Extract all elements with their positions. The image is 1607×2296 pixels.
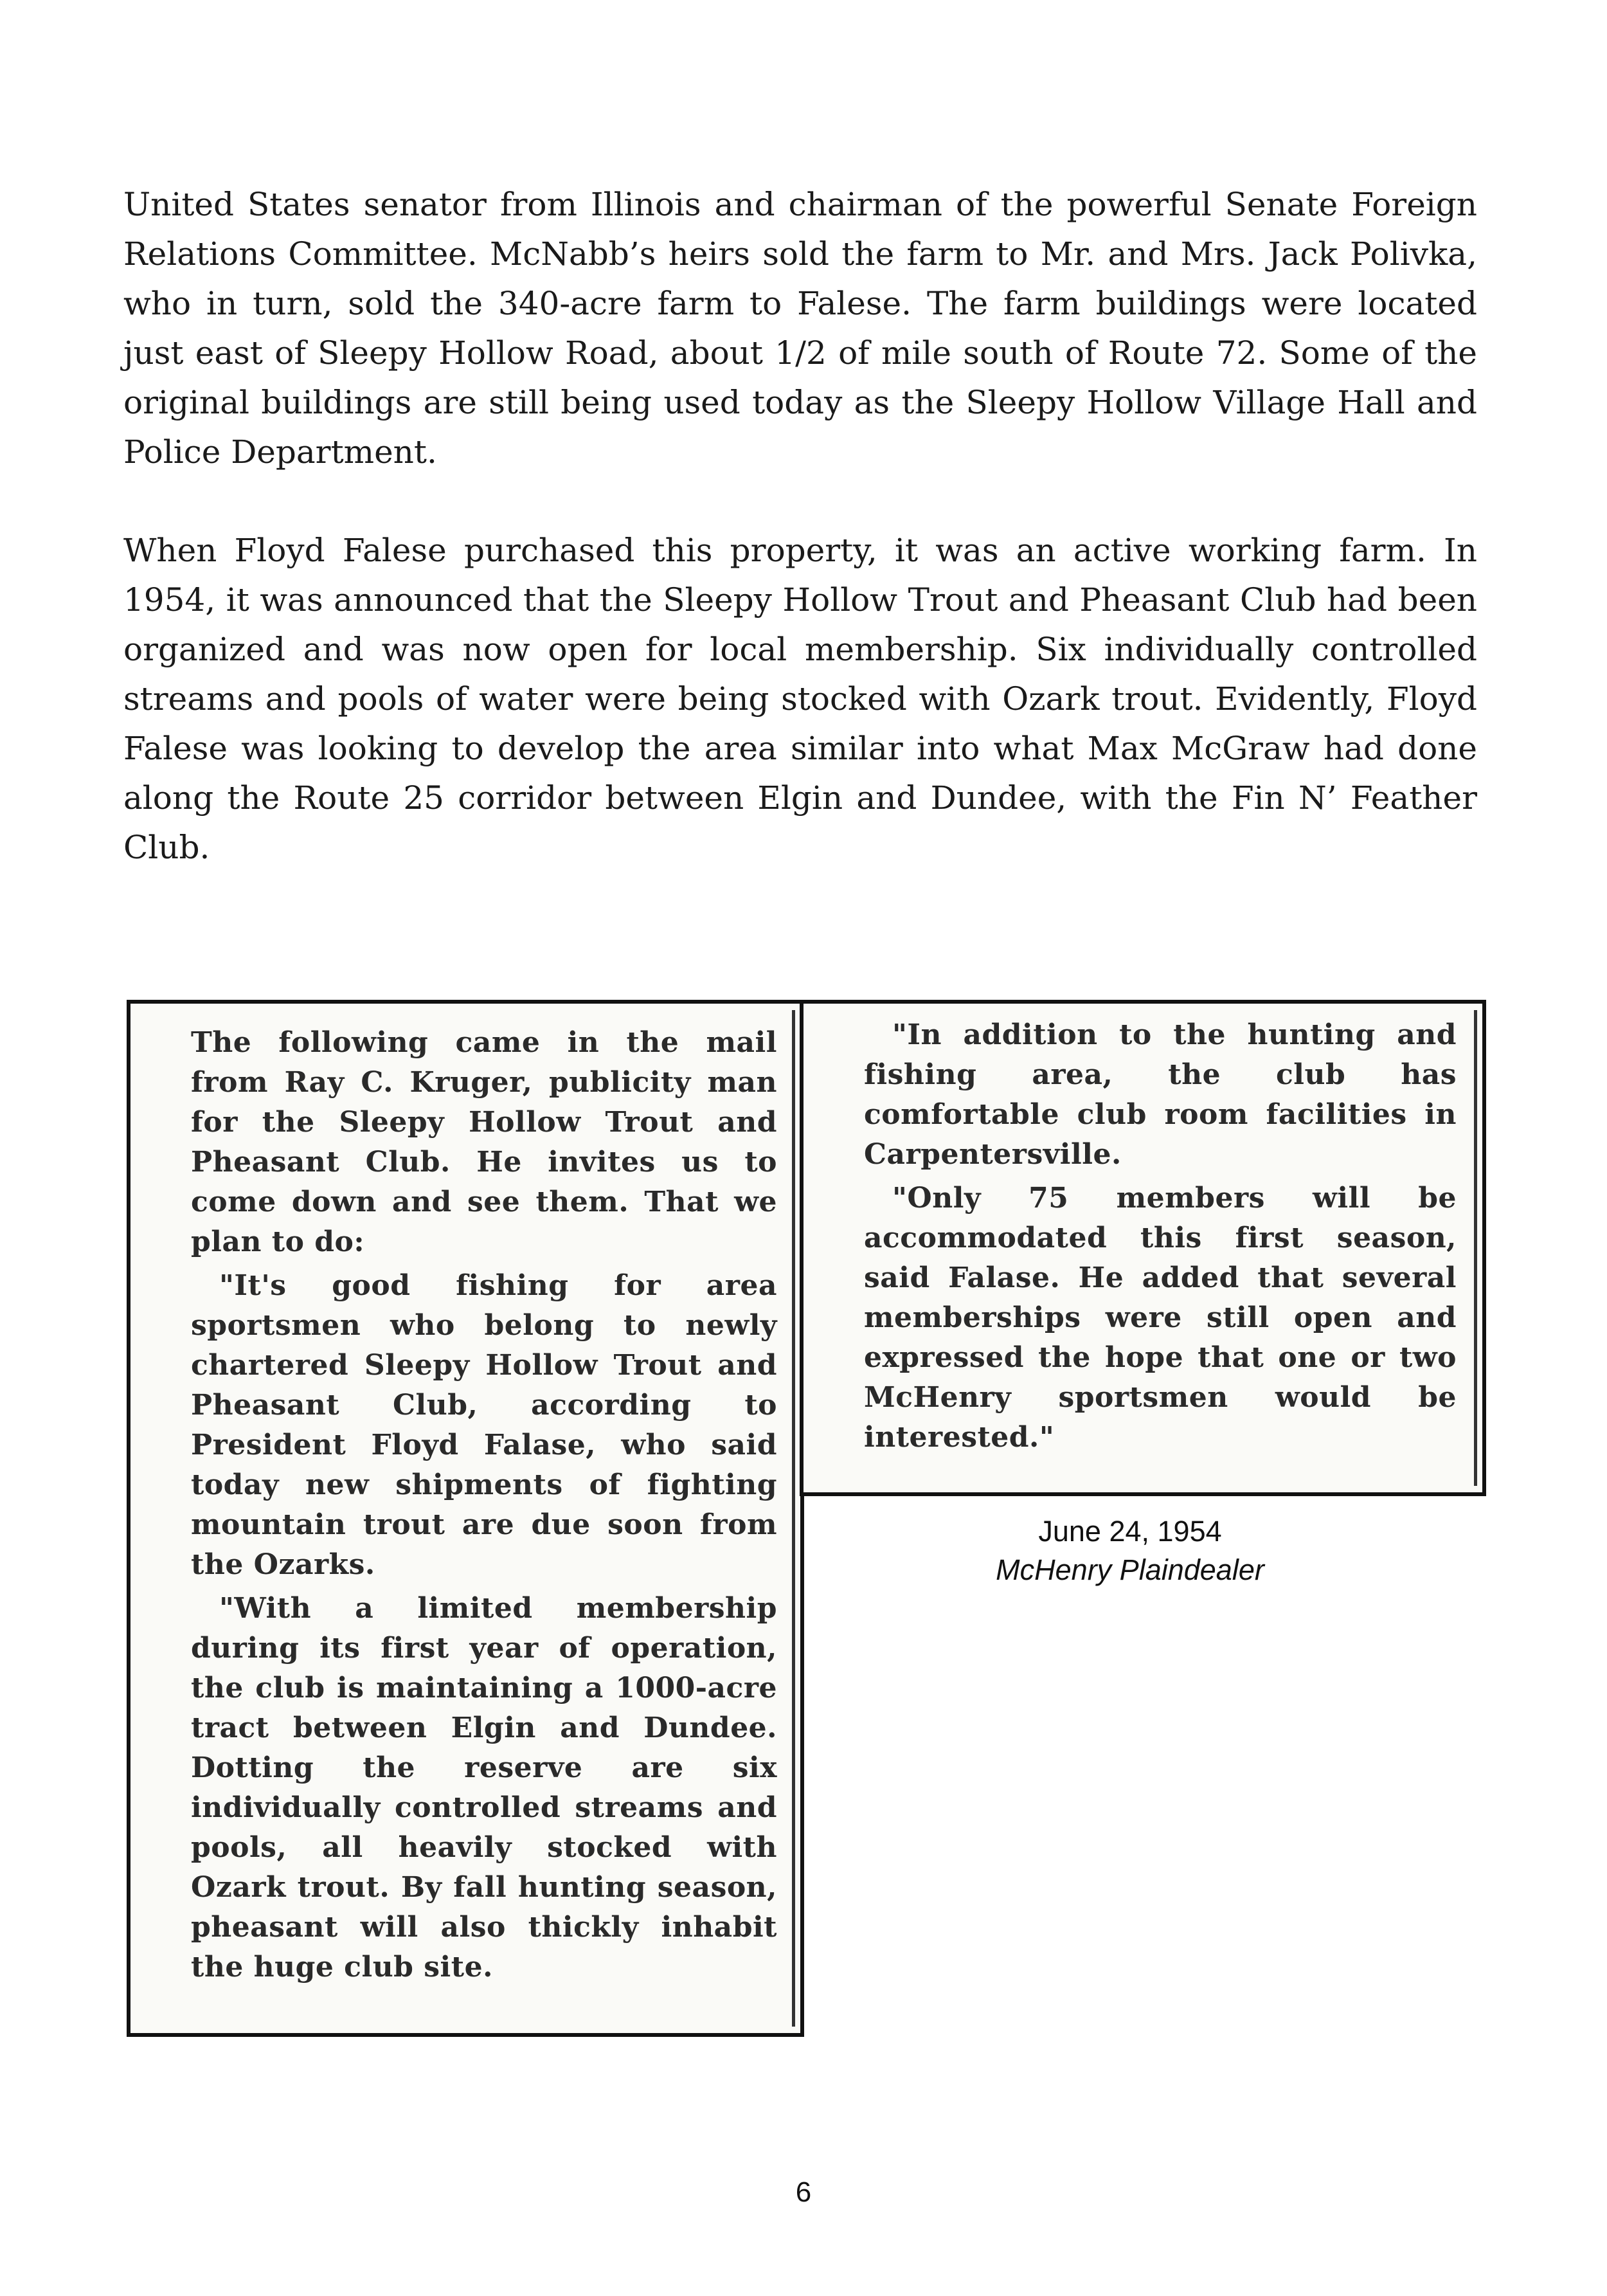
clipping-paragraph: "It's good fishing for area sportsmen who belong to newly chartered Sleepy Hollow Trout and Pheasant Club, according to President Floyd Falase, who said today new shipments of fighting mountain trout are due soon from the Ozarks.: [191, 1269, 777, 1581]
body-paragraph: United States senator from Illinois and chairman of the powerful Senate Foreign Relations Committee. McNabb’s heirs sold the farm to Mr. and Mrs. Jack Polivka, who in turn, sold the 340-acre farm to Falese. The farm buildings were located just east of Sleepy Hollow Road, about 1/2 of mile south of Route 72. Some of the original buildings are still being used today as the Sleepy Hollow Village Hall and Police Department.: [123, 186, 1477, 471]
newspaper-clipping-left: [127, 1000, 804, 2037]
caption-date: June 24, 1954: [1038, 1515, 1222, 1548]
clipping-paragraph: "In addition to the hunting and fishing area, the club has comfortable club room facilities in Carpentersville.: [864, 1018, 1457, 1171]
page-number: 6: [795, 2176, 812, 2208]
body-paragraph: When Floyd Falese purchased this property, it was an active working farm. In 1954, it was announced that the Sleepy Hollow Trout and Pheasant Club had been organized and was now open for local membership. Six individually controlled streams and pools of water were being stocked with Ozark trout. Evidently, Floyd Falese was looking to develop the area similar into what Max McGraw had done along the Route 25 corridor between Elgin and Dundee, with the Fin N’ Feather Club.: [123, 532, 1477, 866]
clipping-column-rule: [792, 1010, 795, 2027]
caption-source: McHenry Plaindealer: [996, 1553, 1264, 1586]
clipping-column-rule: [1474, 1010, 1477, 1486]
newspaper-clipping-right: [800, 1000, 1486, 1496]
clipping-paragraph: "Only 75 members will be accommodated this first season, said Falase. He added that several memberships were still open and expressed the hope that one or two McHenry sportsmen would be interested.": [864, 1182, 1457, 1454]
clipping-paragraph: The following came in the mail from Ray C. Kruger, publicity man for the Sleepy Hollow Trout and Pheasant Club. He invites us to come down and see them. That we plan to do:: [191, 1026, 777, 1258]
clipping-paragraph: "With a limited membership during its first year of operation, the club is maintaining a 1000-acre tract between Elgin and Dundee. Dotting the reserve are six individually controlled streams and pools, all heavily stocked with Ozark trout. By fall hunting season, pheasant will also thickly inhabit the huge club site.: [191, 1592, 777, 1984]
